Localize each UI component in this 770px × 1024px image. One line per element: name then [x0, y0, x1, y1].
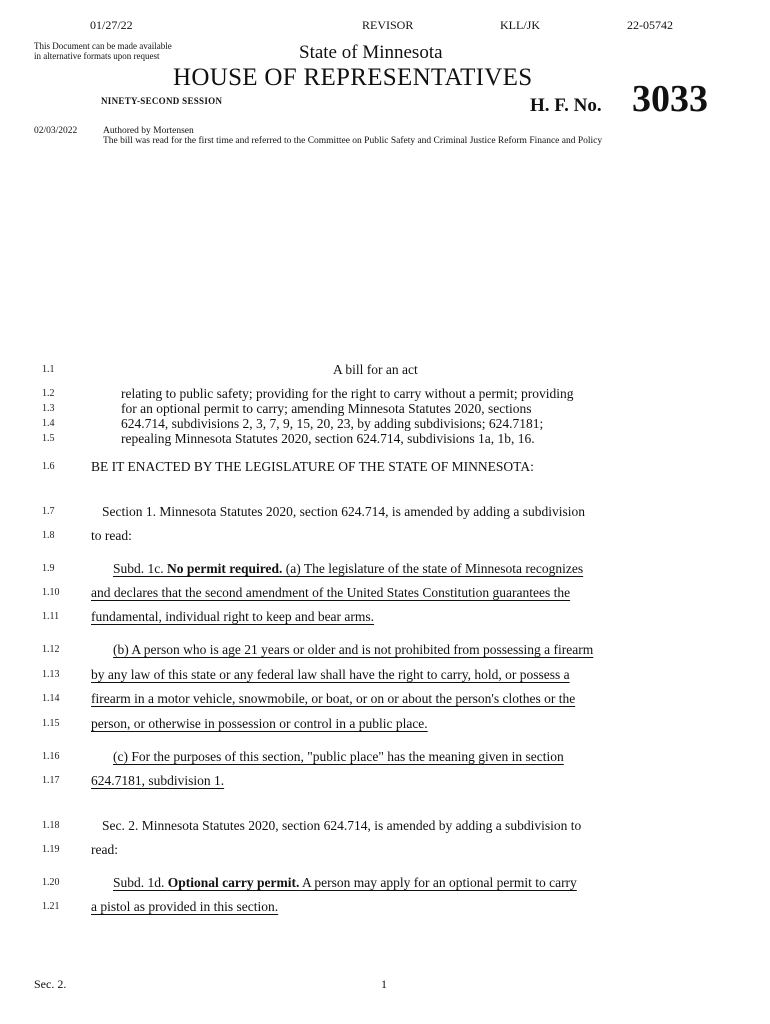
line-row [0, 642, 770, 658]
line-row [0, 749, 770, 765]
line-row [0, 818, 770, 834]
line-text: read: [91, 842, 118, 857]
line-number: 1.3 [42, 403, 55, 414]
subd-number: Subd. 1c. [113, 561, 167, 576]
line-row [0, 401, 770, 417]
line-number: 1.19 [42, 844, 60, 855]
line-number: 1.6 [42, 461, 55, 472]
line-row [0, 585, 770, 601]
referral-text: The bill was read for the first time and referred to the Committee on Public Safety and Criminal Justice Reform Finance and Policy [103, 136, 603, 146]
line-row [0, 431, 770, 447]
line-number: 1.13 [42, 669, 60, 680]
authored-by: Authored by Mortensen [103, 126, 194, 136]
line-number: 1.2 [42, 388, 55, 399]
line-row [0, 459, 770, 475]
line-text: (b) A person who is age 21 years or older and is not prohibited from possessing a firearm [113, 642, 594, 657]
line-row [0, 899, 770, 915]
line-number: 1.14 [42, 693, 60, 704]
header-doc-id: 22-05742 [627, 18, 673, 32]
hf-number: 3033 [632, 78, 708, 120]
line-text: by any law of this state or any federal law shall have the right to carry, hold, or possess a [91, 667, 570, 682]
header-initials: KLL/JK [500, 18, 540, 32]
line-row [0, 504, 770, 520]
line-number: 1.16 [42, 751, 60, 762]
line-text: relating to public safety; providing for the right to carry without a permit; providing [121, 386, 574, 401]
house-title: HOUSE OF REPRESENTATIVES [173, 64, 533, 91]
line-number: 1.18 [42, 820, 60, 831]
line-number: 1.17 [42, 775, 60, 786]
line-text: to read: [91, 528, 132, 543]
subd-heading: Optional carry permit. [167, 875, 300, 890]
line-text: a pistol as provided in this section. [91, 899, 279, 914]
subd-text: A person may apply for an optional permit to carry [299, 875, 577, 890]
line-text: fundamental, individual right to keep and bear arms. [91, 609, 375, 624]
subd-number: Subd. 1d. [113, 875, 168, 890]
line-text: firearm in a motor vehicle, snowmobile, or boat, or on or about the person's clothes or the [91, 691, 576, 706]
line-text: person, or otherwise in possession or control in a public place. [91, 716, 428, 731]
line-number: 1.9 [42, 563, 55, 574]
session-label: NINETY-SECOND SESSION [101, 96, 223, 106]
line-row [0, 528, 770, 544]
footer-section: Sec. 2. [34, 977, 67, 991]
line-text: repealing Minnesota Statutes 2020, section 624.714, subdivisions 1a, 1b, 16. [121, 431, 535, 446]
line-row [0, 667, 770, 683]
line-number: 1.15 [42, 718, 60, 729]
line-number: 1.12 [42, 644, 60, 655]
line-text: (c) For the purposes of this section, "public place" has the meaning given in section [113, 749, 564, 764]
section-heading: Sec. 2. Minnesota Statutes 2020, section 624.714, is amended by adding a subdivision to [102, 818, 582, 833]
line-row [0, 416, 770, 432]
header-revisor: REVISOR [362, 18, 414, 32]
line-text: for an optional permit to carry; amending Minnesota Statutes 2020, sections [121, 401, 532, 416]
line-row [0, 561, 770, 577]
subd-text: (a) The legislature of the state of Minnesota recognizes [282, 561, 584, 576]
line-row [0, 773, 770, 789]
line-row [0, 716, 770, 732]
state-title: State of Minnesota [299, 42, 443, 63]
line-row [0, 691, 770, 707]
line-number: 1.20 [42, 877, 60, 888]
line-text: 624.7181, subdivision 1. [91, 773, 225, 788]
line-row [0, 875, 770, 891]
page-number: 1 [381, 977, 387, 991]
line-number: 1.11 [42, 611, 60, 622]
line-number: 1.21 [42, 901, 60, 912]
availability-note-line-1: This Document can be made available [34, 41, 172, 51]
line-number: 1.4 [42, 418, 55, 429]
line-row [0, 362, 770, 378]
subdivision-line [113, 561, 583, 577]
line-number: 1.7 [42, 506, 55, 517]
line-row [0, 609, 770, 625]
bill-for-an-act: A bill for an act [333, 362, 418, 377]
availability-note-line-2: in alternative formats upon request [34, 51, 160, 61]
line-text: 624.714, subdivisions 2, 3, 7, 9, 15, 20, 23, by adding subdivisions; 624.7181; [121, 416, 544, 431]
line-number: 1.5 [42, 433, 55, 444]
subdivision-line [113, 875, 577, 891]
line-row [0, 386, 770, 402]
section-heading: Section 1. Minnesota Statutes 2020, section 624.714, is amended by adding a subdivision [102, 504, 585, 519]
line-number: 1.8 [42, 530, 55, 541]
hf-label: H. F. No. [530, 95, 602, 116]
authored-date: 02/03/2022 [34, 126, 78, 136]
line-text: and declares that the second amendment of the United States Constitution guarantees the [91, 585, 571, 600]
header-date: 01/27/22 [90, 18, 133, 32]
line-number: 1.10 [42, 587, 60, 598]
subd-heading: No permit required. [167, 561, 283, 576]
line-number: 1.1 [42, 364, 55, 375]
enacting-clause: BE IT ENACTED BY THE LEGISLATURE OF THE STATE OF MINNESOTA: [91, 459, 534, 474]
line-row [0, 842, 770, 858]
